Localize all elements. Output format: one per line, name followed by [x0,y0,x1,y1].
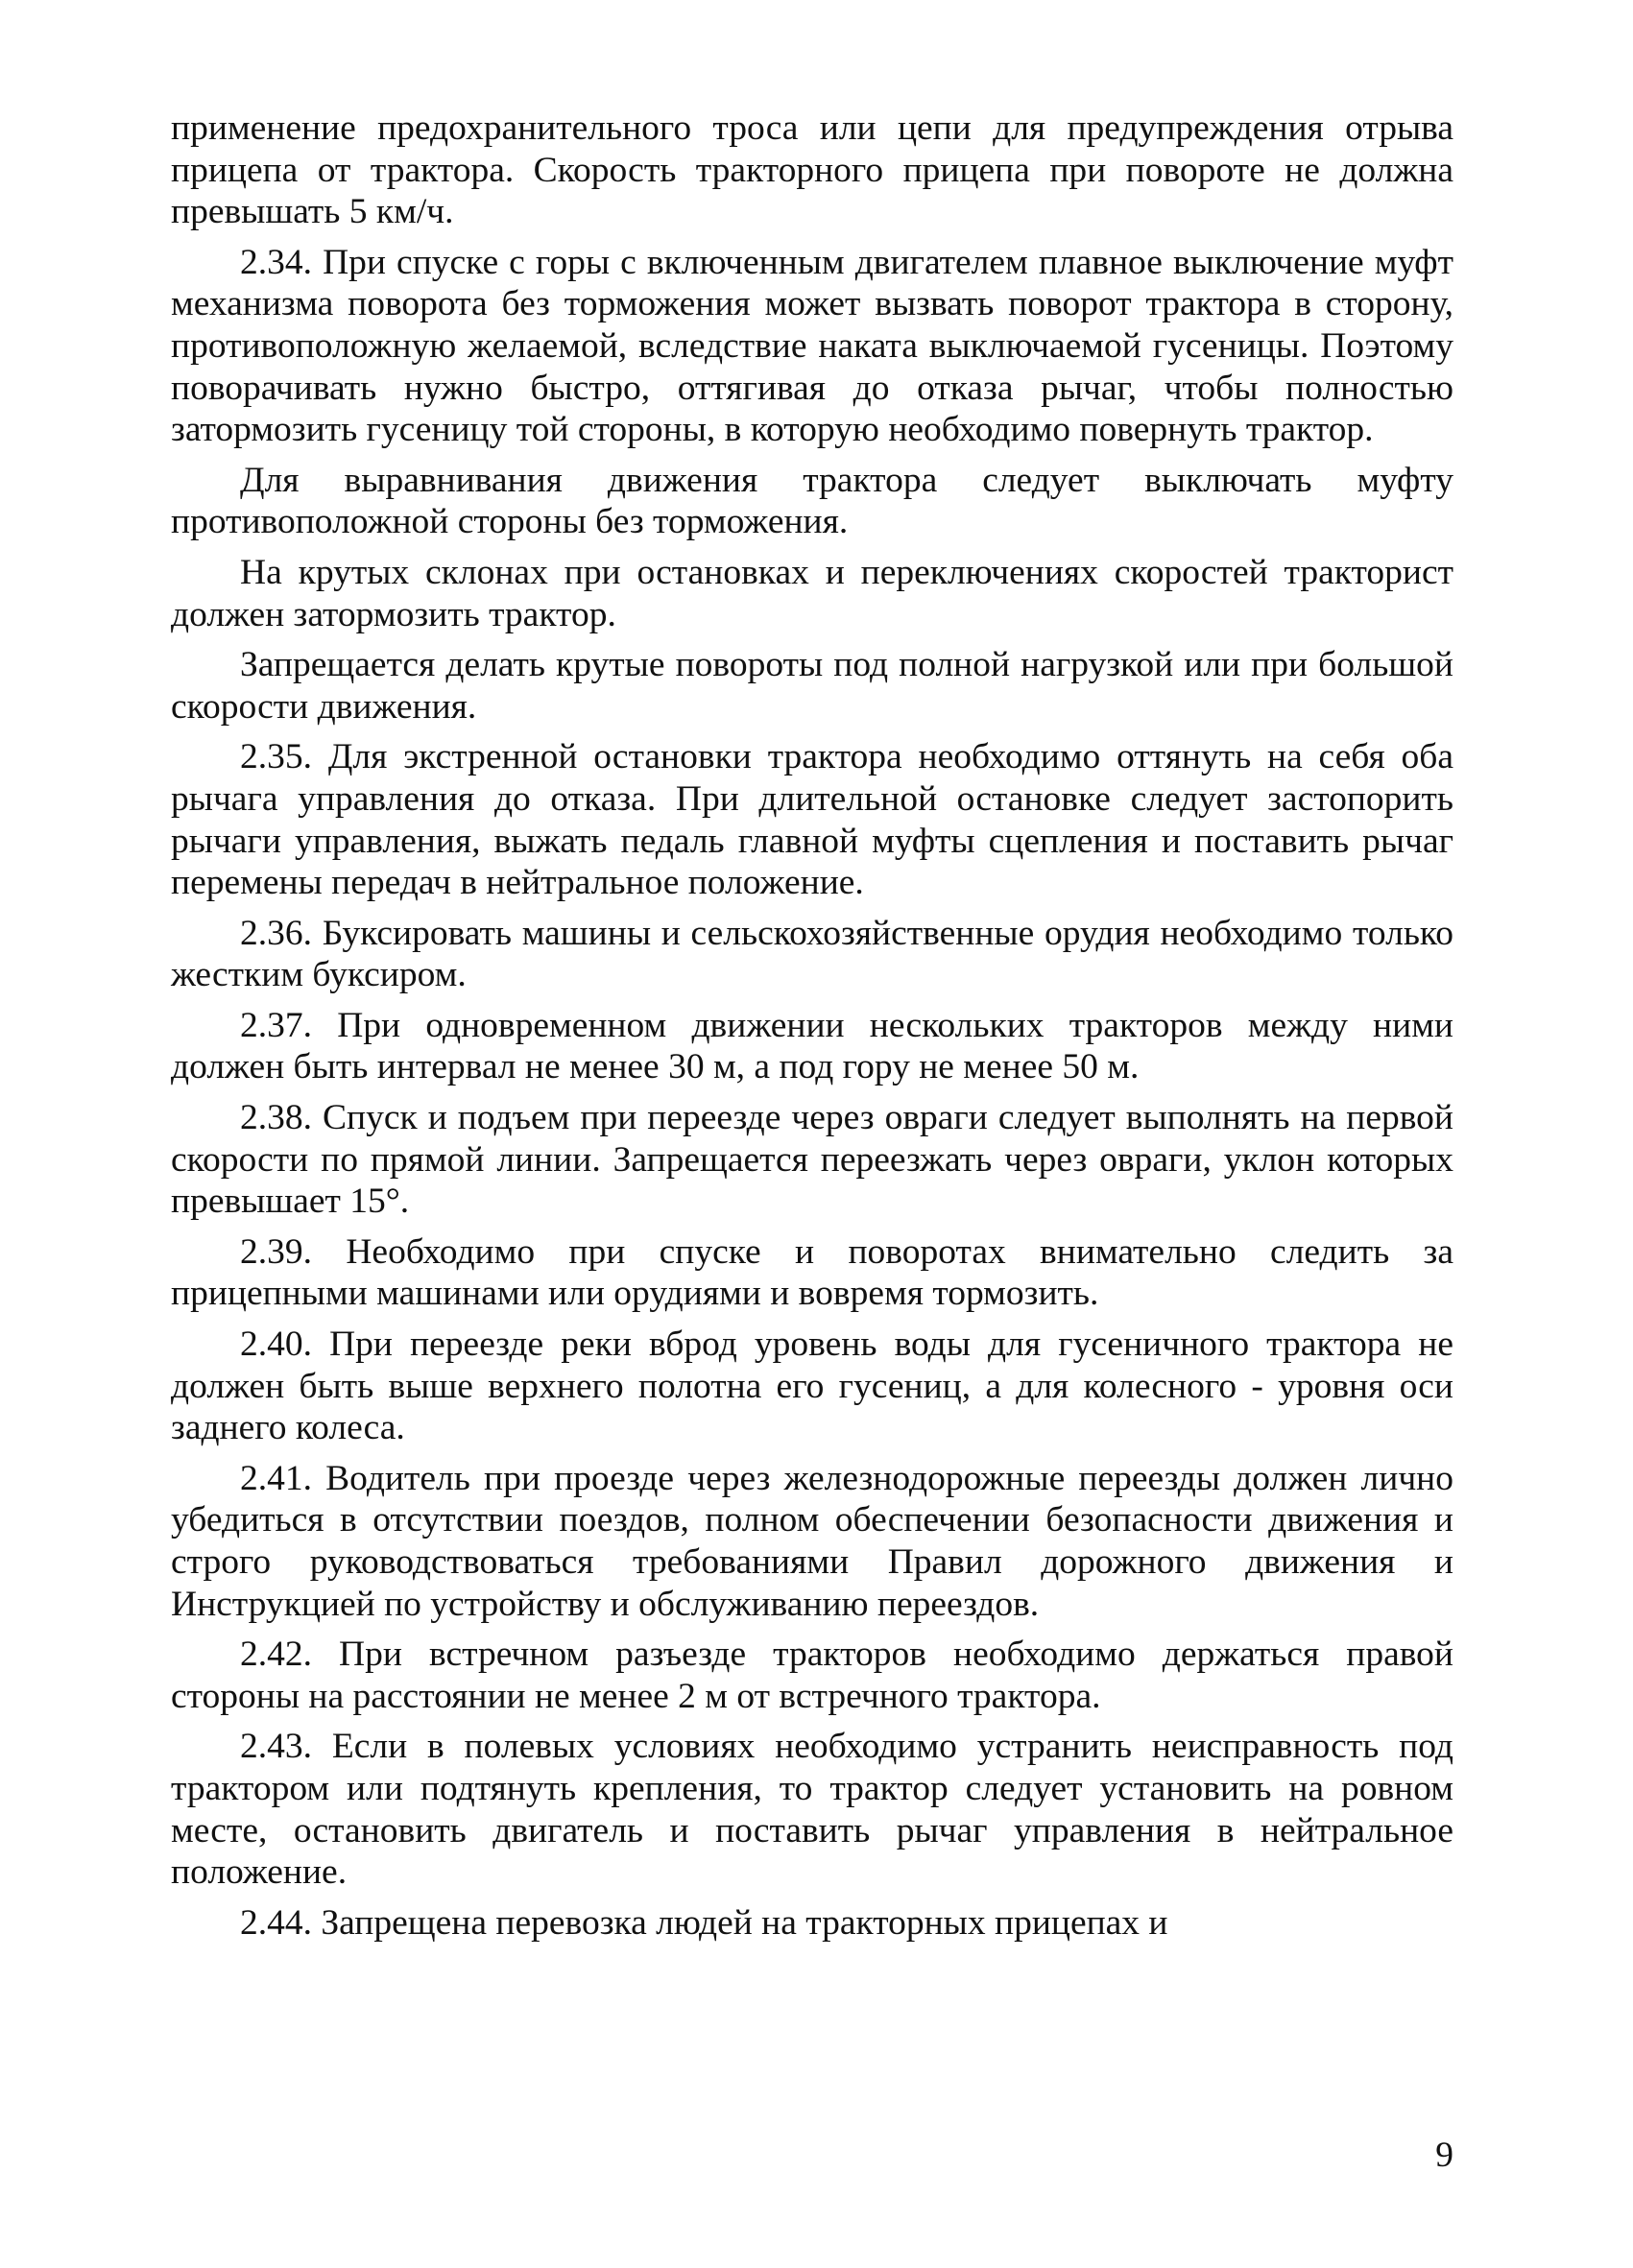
paragraph-2-41: 2.41. Водитель при проезде через железнодорожные переезды должен лично убедиться в отсутствии поездов, полном обеспечении безопасности движения и строго руководствоваться требованиями Правил дорожного движения и Инструкцией по устройству и обслуживанию переездов. [171,1458,1453,1624]
paragraph-2-34-alignment: Для выравнивания движения трактора следует выключать муфту противоположной стороны без торможения. [171,460,1453,542]
paragraph-2-37: 2.37. При одновременном движении нескольких тракторов между ними должен быть интервал не менее 30 м, а под гору не менее 50 м. [171,1005,1453,1087]
paragraph-continuation: применение предохранительного троса или цепи для предупреждения отрыва прицепа от трактора. Скорость тракторного прицепа при повороте не должна превышать 5 км/ч. [171,108,1453,232]
paragraph-2-42: 2.42. При встречном разъезде тракторов необходимо держаться правой стороны на расстоянии не менее 2 м от встречного трактора. [171,1635,1453,1716]
paragraph-2-40: 2.40. При переезде реки вброд уровень воды для гусеничного трактора не должен быть выше верхнего полотна его гусениц, а для колесного - уровня оси заднего колеса. [171,1325,1453,1448]
paragraph-2-44: 2.44. Запрещена перевозка людей на тракторных прицепах и [240,1902,1168,1943]
paragraph-2-38: 2.38. Спуск и подъем при переезде через овраги следует выполнять на первой скорости по прямой линии. Запрещается переезжать через овраги, уклон которых превышает 15°. [171,1098,1453,1222]
body-text [171,107,1453,1952]
page-number: 9 [1435,2136,1453,2175]
paragraph-2-39: 2.39. Необходимо при спуске и поворотах внимательно следить за прицепными машинами или орудиями и вовремя тормозить. [171,1231,1453,1314]
paragraph-2-35: 2.35. Для экстренной остановки трактора необходимо оттянуть на себя оба рычага управления до отказа. При длительной остановке следует застопорить рычаги управления, выжать педаль главной муфты сцепления и поставить рычаг перемены передач в нейтральное положение. [171,737,1453,903]
paragraph-2-34: 2.34. При спуске с горы с включенным двигателем плавное выключение муфт механизма поворота без торможения может вызвать поворот трактора в сторону, противоположную желаемой, вследствие наката выключаемой гусеницы. Поэтому поворачивать нужно быстро, оттягивая до отказа рычаг, чтобы полностью затормозить гусеницу той стороны, в которую необходимо повернуть трактор. [171,242,1453,450]
paragraph-2-36: 2.36. Буксировать машины и сельскохозяйственные орудия необходимо только жестким буксиром. [171,913,1453,995]
paragraph-2-43: 2.43. Если в полевых условиях необходимо устранить неисправность под трактором или подтянуть крепления, то трактор следует установить на ровном месте, остановить двигатель и поставить рычаг управления в нейтральное положение. [171,1727,1453,1893]
paragraph-2-34-slopes: На крутых склонах при остановках и переключениях скоростей тракторист должен затормозить трактор. [171,552,1453,634]
paragraph-2-34-sharp-turns: Запрещается делать крутые повороты под полной нагрузкой или при большой скорости движения. [171,645,1453,727]
